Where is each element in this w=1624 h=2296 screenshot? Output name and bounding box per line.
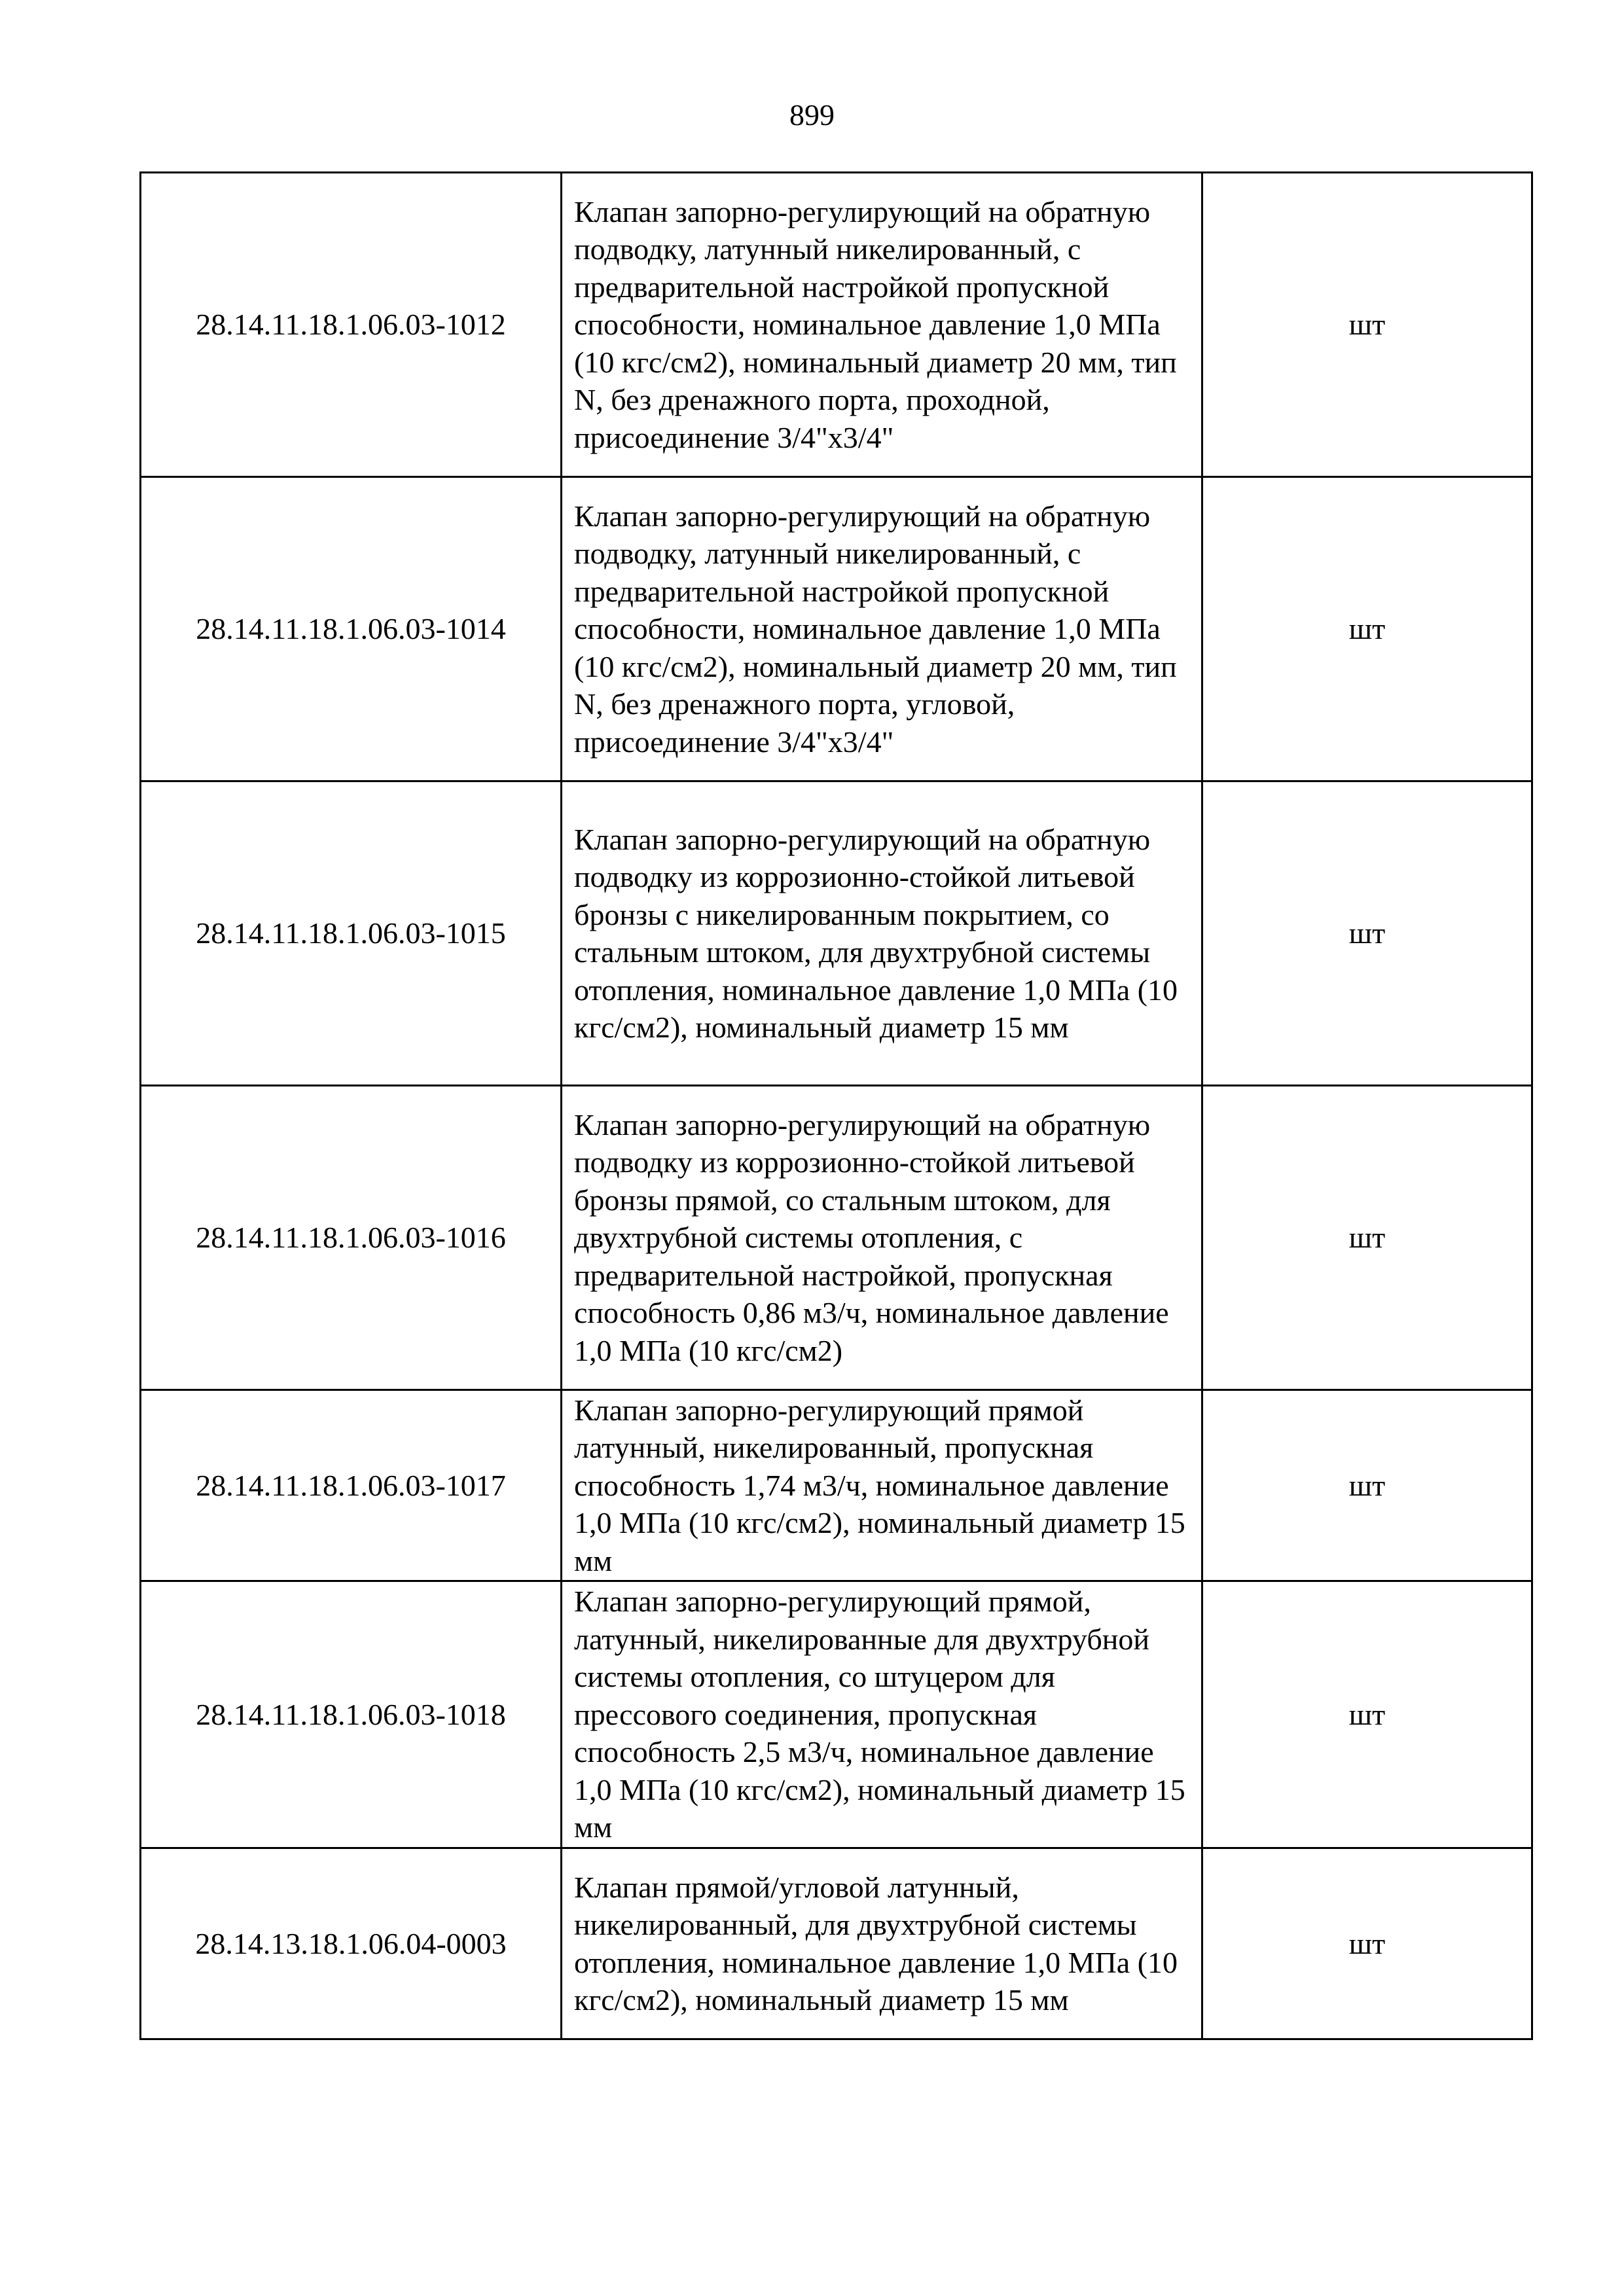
resource-code: 28.14.11.18.1.06.03-1014 [141,477,562,781]
resource-code: 28.14.11.18.1.06.03-1016 [141,1086,562,1390]
unit-of-measure: шт [1202,1390,1532,1581]
unit-of-measure: шт [1202,477,1532,781]
unit-of-measure: шт [1202,1086,1532,1390]
resource-code: 28.14.11.18.1.06.03-1012 [141,173,562,477]
table-row [141,1390,1532,1581]
resource-description [562,1086,1202,1390]
table-row [141,1086,1532,1390]
resource-description [562,1581,1202,1848]
description-text: Клапан запорно-регулирующий прямой латунный, никелированный, пропускная способность 1,74 м3/ч, номинальное давление 1,0 МПа (10 кгс/см2), номинальный диаметр 15 мм [574,1393,1185,1577]
table-row [141,1848,1532,2039]
unit-of-measure: шт [1202,1581,1532,1848]
description-text: Клапан запорно-регулирующий на обратную подводку, латунный никелированный, с предварительной настройкой пропускной способности, номинальное давление 1,0 МПа (10 кгс/см2), номинальный диаметр 20 мм, тип N, без дренажного порта, проходной, присоединение 3/4"x3/4" [574,194,1177,454]
description-text: Клапан запорно-регулирующий на обратную подводку из коррозионно-стойкой литьевой бронзы прямой, со стальным штоком, для двухтрубной системы отопления, с предварительной настройкой, пропускная способность 0,86 м3/ч, номинальное давление 1,0 МПа (10 кгс/см2) [574,1107,1169,1367]
table-row [141,1581,1532,1848]
resource-code: 28.14.11.18.1.06.03-1017 [141,1390,562,1581]
resource-description [562,1848,1202,2039]
resource-description [562,173,1202,477]
description-text: Клапан запорно-регулирующий на обратную подводку из коррозионно-стойкой литьевой бронзы с никелированным покрытием, со стальным штоком, для двухтрубной системы отопления, номинальное давление 1,0 МПа (10 кгс/см2), номинальный диаметр 15 мм [574,822,1178,1044]
resource-description [562,477,1202,781]
unit-of-measure: шт [1202,173,1532,477]
resource-code: 28.14.11.18.1.06.03-1018 [141,1581,562,1848]
unit-of-measure: шт [1202,781,1532,1086]
description-text: Клапан запорно-регулирующий на обратную подводку, латунный никелированный, с предварительной настройкой пропускной способности, номинальное давление 1,0 МПа (10 кгс/см2), номинальный диаметр 20 мм, тип N, без дренажного порта, угловой, присоединение 3/4"x3/4" [574,499,1177,759]
resource-code: 28.14.11.18.1.06.03-1015 [141,781,562,1086]
page-number: 899 [789,98,835,132]
unit-of-measure: шт [1202,1848,1532,2039]
table-row [141,173,1532,477]
materials-table [139,171,1533,2040]
resource-code: 28.14.13.18.1.06.04-0003 [141,1848,562,2039]
resource-description [562,781,1202,1086]
resource-description [562,1390,1202,1581]
table-row [141,477,1532,781]
description-text: Клапан прямой/угловой латунный, никелированный, для двухтрубной системы отопления, номинальное давление 1,0 МПа (10 кгс/см2), номинальный диаметр 15 мм [574,1870,1178,2017]
table-row [141,781,1532,1086]
description-text: Клапан запорно-регулирующий прямой, латунный, никелированные для двухтрубной системы отопления, со штуцером для прессового соединения, пропускная способность 2,5 м3/ч, номинальное давление 1,0 МПа (10 кгс/см2), номинальный диаметр 15 мм [574,1585,1185,1844]
